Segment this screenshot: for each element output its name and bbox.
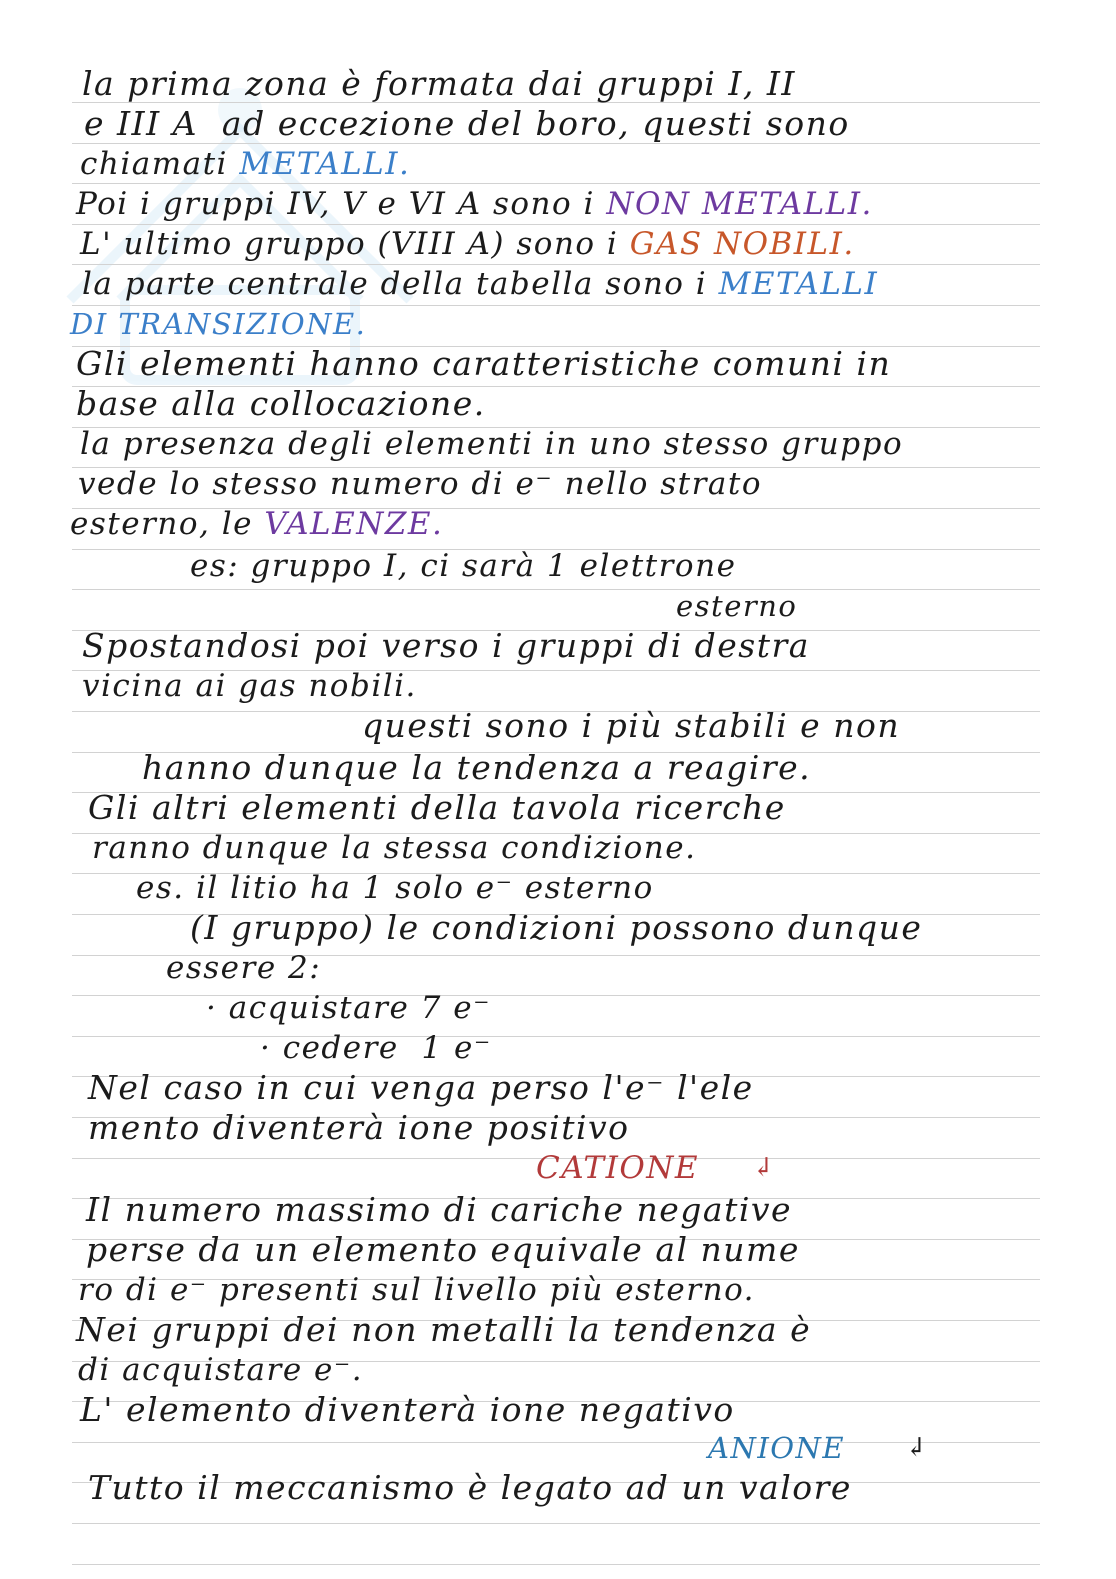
line-text: (I gruppo) le condizioni possono dunque — [190, 908, 923, 947]
line-text: la prima zona è formata dai gruppi I, II — [82, 64, 796, 103]
line-text: e III A ad eccezione del boro, questi sono — [84, 104, 850, 143]
line-text: base alla collocazione. — [76, 384, 486, 423]
line-text: vede lo stesso numero di e⁻ nello strato — [78, 466, 763, 502]
handwritten-line — [92, 828, 696, 868]
handwritten-line — [88, 1468, 852, 1508]
handwritten-line — [76, 184, 873, 224]
line-text: · cedere 1 e⁻ — [260, 1030, 492, 1066]
line-text: Gli elementi hanno caratteristiche comuni in — [76, 344, 892, 383]
line-text: esterno — [676, 589, 798, 623]
line-text: esterno, le — [70, 506, 265, 542]
ruled-line — [72, 1442, 1040, 1443]
highlighted-term: NON METALLI. — [606, 186, 873, 222]
ruled-line — [72, 1523, 1040, 1524]
line-text: Tutto il meccanismo è legato ad un valore — [88, 1468, 852, 1507]
ruled-line — [72, 589, 1040, 590]
line-text: L' ultimo gruppo (VIII A) sono i — [80, 226, 630, 262]
handwritten-line — [80, 424, 903, 464]
line-text: la presenza degli elementi in uno stesso gruppo — [80, 426, 904, 462]
line-text: la parte centrale della tabella sono i — [82, 266, 719, 302]
handwritten-line — [676, 586, 797, 626]
ruled-line — [72, 1036, 1040, 1037]
line-text: hanno dunque la tendenza a reagire. — [142, 748, 812, 787]
line-text: Nel caso in cui venga perso l'e⁻ l'ele — [88, 1068, 754, 1107]
handwritten-line — [82, 64, 796, 104]
handwritten-line — [708, 1428, 845, 1468]
handwritten-line — [84, 104, 850, 144]
line-text: Nei gruppi dei non metalli la tendenza è — [76, 1310, 812, 1349]
handwritten-line — [70, 504, 443, 544]
handwritten-line — [78, 1270, 755, 1310]
highlighted-term: VALENZE. — [264, 506, 444, 542]
handwritten-line — [142, 748, 811, 788]
handwritten-line — [88, 788, 786, 828]
line-text: es. il litio ha 1 solo e⁻ esterno — [136, 870, 654, 906]
handwritten-line — [82, 666, 417, 706]
line-text: essere 2: — [166, 950, 322, 986]
handwritten-line — [76, 344, 891, 384]
handwritten-line — [362, 706, 900, 746]
line-text: mento diventerà ione positivo — [88, 1108, 630, 1147]
handwritten-line — [260, 1028, 492, 1068]
handwritten-line — [78, 464, 762, 504]
arrow-icon: ↲ — [752, 1153, 776, 1183]
handwritten-line — [70, 304, 366, 344]
highlighted-term: GAS NOBILI. — [629, 226, 855, 262]
highlighted-term: METALLI — [718, 266, 879, 302]
line-text: perse da un elemento equivale al nume — [86, 1230, 800, 1269]
handwritten-line — [82, 264, 878, 304]
line-text: vicina ai gas nobili. — [82, 668, 417, 704]
handwritten-line — [78, 1350, 363, 1390]
line-text: Poi i gruppi IV, V e VI A sono i — [76, 186, 607, 222]
line-text: di acquistare e⁻. — [78, 1352, 364, 1388]
arrow-icon: ↲ — [905, 1433, 929, 1463]
line-text: ro di e⁻ presenti sul livello più esterno. — [78, 1272, 756, 1308]
handwritten-line — [82, 626, 810, 666]
handwritten-line — [86, 1230, 800, 1270]
highlighted-term: ANIONE — [708, 1431, 846, 1465]
handwritten-line — [166, 948, 321, 988]
handwritten-line — [190, 546, 736, 586]
handwritten-line — [206, 988, 491, 1028]
handwritten-line — [80, 144, 410, 184]
highlighted-term: METALLI. — [239, 146, 411, 182]
handwritten-line — [536, 1148, 699, 1188]
line-text: Il numero massimo di cariche negative — [86, 1190, 793, 1229]
handwritten-line — [80, 1390, 735, 1430]
line-text: chiamati — [80, 146, 240, 182]
highlighted-term: CATIONE — [536, 1150, 700, 1186]
handwritten-line — [88, 1108, 630, 1148]
handwritten-line — [76, 384, 486, 424]
handwritten-line — [88, 1068, 754, 1108]
handwritten-line — [136, 868, 654, 908]
line-text: L' elemento diventerà ione negativo — [80, 1390, 735, 1429]
line-text: questi sono i più stabili e non — [362, 706, 901, 745]
line-text: ranno dunque la stessa condizione. — [92, 830, 697, 866]
handwritten-line — [80, 224, 855, 264]
line-text: · acquistare 7 e⁻ — [206, 990, 491, 1026]
line-text: es: gruppo I, ci sarà 1 elettrone — [190, 548, 737, 584]
highlighted-term: DI TRANSIZIONE. — [70, 307, 367, 341]
line-text: Gli altri elementi della tavola ricerche — [88, 788, 786, 827]
handwritten-line — [190, 908, 922, 948]
handwritten-line — [86, 1190, 792, 1230]
ruled-line — [72, 1564, 1040, 1565]
handwritten-line — [76, 1310, 811, 1350]
line-text: Spostandosi poi verso i gruppi di destra — [82, 626, 810, 665]
